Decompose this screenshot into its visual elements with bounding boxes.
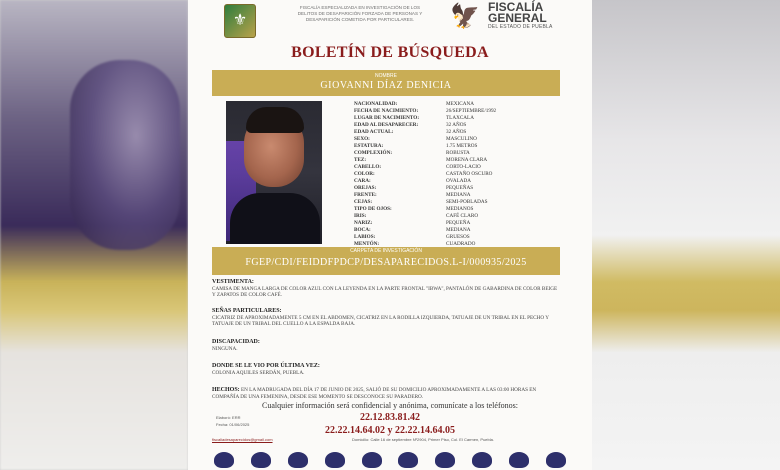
detail-value: CASTAÑO OSCURO	[446, 171, 493, 177]
last-seen-text: COLONIA AQUILES SERDÁN, PUEBLA.	[212, 369, 305, 376]
detail-value: MEDIANA	[446, 227, 471, 233]
detail-row	[354, 171, 564, 178]
detail-value: TLAXCALA	[446, 115, 474, 121]
detail-label: LABIOS:	[354, 234, 376, 240]
detail-row	[354, 115, 564, 122]
background-blur-left	[0, 0, 188, 470]
detail-label: CEJAS:	[354, 199, 373, 205]
facts-heading: HECHOS:	[212, 387, 240, 393]
detail-label: SEXO:	[354, 136, 370, 142]
detail-row	[354, 101, 564, 108]
detail-row	[354, 143, 564, 150]
detail-value: GRUESOS	[446, 234, 470, 240]
photo-shirt	[230, 193, 320, 244]
detail-label: TEZ:	[354, 157, 367, 163]
pattern-tile	[288, 452, 308, 468]
detail-row	[354, 164, 564, 171]
detail-label: OREJAS:	[354, 185, 377, 191]
detail-value: PEQUEÑA	[446, 220, 471, 226]
detail-value: 1.75 METROS	[446, 143, 478, 149]
detail-value: SEMI-POBLADAS	[446, 199, 488, 205]
detail-row	[354, 157, 564, 164]
detail-value: CORTO-LACIO	[446, 164, 481, 170]
pattern-tile	[546, 452, 566, 468]
detail-value: CUADRADO	[446, 241, 476, 247]
clothing-section	[212, 279, 560, 299]
detail-row	[354, 122, 564, 129]
detail-row	[354, 185, 564, 192]
detail-row	[354, 227, 564, 234]
detail-label: IRIS:	[354, 213, 367, 219]
footer-talavera-pattern	[188, 450, 592, 470]
person-photo	[226, 101, 322, 244]
name-bar	[212, 70, 560, 96]
detail-row	[354, 136, 564, 143]
search-bulletin-poster	[188, 0, 592, 470]
pattern-tile	[362, 452, 382, 468]
disability-heading: DISCAPACIDAD:	[212, 339, 260, 345]
last-seen-heading: DONDE SE LE VIO POR ÚLTIMA VEZ:	[212, 363, 320, 369]
facts-text: EN LA MADRUGADA DEL DÍA 17 DE JUNIO DE 2025, SALIÓ DE SU DOMICILIO APROXIMADAMENTE A LAS 03:00 HORAS EN COMPAÑÍA DE UNA FEMENINA, DESDE ESE MOMENTO SE DESCONOCE SU PARADERO.	[212, 387, 537, 400]
date-value: 01/06/2025	[229, 422, 250, 427]
date-label: Fecha:	[216, 422, 229, 427]
person-name: GIOVANNI DÍAZ DENICIA	[320, 80, 452, 91]
marks-section	[212, 308, 560, 328]
bulletin-title: BOLETÍN DE BÚSQUEDA	[291, 44, 489, 61]
pattern-tile	[398, 452, 418, 468]
photo-hair	[246, 107, 304, 133]
detail-row	[354, 150, 564, 157]
detail-value: OVALADA	[446, 178, 471, 184]
detail-label: COLOR:	[354, 171, 375, 177]
detail-label: EDAD ACTUAL:	[354, 129, 394, 135]
detail-value: MASCULINO	[446, 136, 477, 142]
detail-row	[354, 220, 564, 227]
detail-label: BOCA:	[354, 227, 371, 233]
prepared-by-value: ERR	[232, 415, 241, 420]
detail-label: COMPLEXIÓN:	[354, 150, 393, 156]
contact-email-link[interactable]: fiscaliadesaparecidos@gmail.com	[212, 437, 273, 442]
detail-row	[354, 192, 564, 199]
detail-label: CABELLO:	[354, 164, 382, 170]
disability-section	[212, 339, 560, 352]
last-seen-section	[212, 363, 560, 376]
background-blurred-photo	[70, 60, 180, 250]
pattern-tile	[509, 452, 529, 468]
detail-row	[354, 129, 564, 136]
detail-row	[354, 213, 564, 220]
detail-value: 32 AÑOS	[446, 129, 467, 135]
office-address: Domicilio: Calle 16 de septiembre Nº2904, Primer Piso, Col. El Carmen, Puebla.	[352, 437, 494, 442]
detail-label: LUGAR DE NACIMIENTO:	[354, 115, 420, 121]
name-caption: NOMBRE	[375, 73, 397, 79]
detail-label: FRENTE:	[354, 192, 377, 198]
detail-value: 26/SEPTIEMBRE/1992	[446, 108, 497, 114]
facts-section	[212, 387, 560, 400]
detail-value: PEQUEÑAS	[446, 185, 474, 191]
phone-number-1[interactable]: 22.12.83.81.42	[360, 412, 420, 423]
detail-value: ROBUSTA	[446, 150, 470, 156]
detail-row	[354, 234, 564, 241]
clothing-heading: VESTIMENTA:	[212, 279, 254, 285]
pattern-tile	[214, 452, 234, 468]
detail-label: CARA:	[354, 178, 371, 184]
phone-number-2[interactable]: 22.22.14.64.02 y 22.22.14.64.05	[325, 425, 455, 436]
detail-label: TIPO DE OJOS:	[354, 206, 392, 212]
marks-heading: SEÑAS PARTICULARES:	[212, 308, 282, 314]
detail-row	[354, 108, 564, 115]
pattern-tile	[472, 452, 492, 468]
pattern-tile	[325, 452, 345, 468]
detail-row	[354, 199, 564, 206]
folder-number: FGEP/CDI/FEIDDFPDCP/DESAPARECIDOS.L-I/000935/2025	[245, 257, 527, 268]
investigation-folder-bar	[212, 247, 560, 275]
detail-value: MEDIANA	[446, 192, 471, 198]
background-blur-right	[592, 0, 780, 470]
detail-label: NACIONALIDAD:	[354, 101, 398, 107]
detail-value: MORENA CLARA	[446, 157, 488, 163]
detail-row	[354, 206, 564, 213]
seal-icon: ⚜	[232, 12, 248, 29]
agency-subtitle: DEL ESTADO DE PUEBLA	[488, 24, 553, 30]
detail-label: ESTATURA:	[354, 143, 384, 149]
detail-value: MEXICANA	[446, 101, 474, 107]
detail-row	[354, 178, 564, 185]
clothing-text: CAMISA DE MANGA LARGA DE COLOR AZUL CON LA LEYENDA EN LA PARTE FRONTAL "IBWA", PANTALÓN DE GABARDINA DE COLOR BEIGE Y ZAPATOS DE COLOR CAFÉ.	[212, 285, 558, 299]
detail-label: NARIZ:	[354, 220, 373, 226]
detail-value: CAFÉ CLARO	[446, 213, 479, 219]
disability-text: NINGUNA.	[212, 345, 238, 352]
detail-label: FECHA DE NACIMIENTO:	[354, 108, 419, 114]
detail-value: MEDIANOS	[446, 206, 474, 212]
detail-label: EDAD AL DESAPARECER:	[354, 122, 419, 128]
detail-label: MENTÓN:	[354, 241, 380, 247]
agency-line-1: FISCALÍA	[488, 0, 544, 14]
agency-logo-text	[488, 2, 548, 24]
pattern-tile	[251, 452, 271, 468]
prepared-by-label: Elaboró:	[216, 415, 231, 420]
poster-header	[188, 0, 592, 44]
physical-details-list	[354, 101, 564, 248]
pattern-tile	[435, 452, 455, 468]
folder-caption: CARPETA DE INVESTIGACIÓN	[350, 248, 422, 254]
eagle-logo-icon: 🦅	[450, 4, 480, 30]
prepared-info	[216, 414, 249, 428]
state-seal-logo	[224, 4, 256, 38]
agency-line-2: GENERAL	[488, 11, 547, 25]
marks-text: CICATRIZ DE APROXIMADAMENTE 5 CM EN EL ABDOMEN, CICATRIZ EN LA RODILLA IZQUIERDA, TATUAJE DE UN TRIBAL EN EL PECHO Y TATUAJE DE UN TRIBAL DEL CUELLO A LA ESPALDA BAJA.	[212, 314, 549, 328]
header-agency-note: FISCALÍA ESPECIALIZADA EN INVESTIGACIÓN DE LOS DELITOS DE DESAPARICIÓN FORZADA DE PERSONAS Y DESAPARICIÓN COMETIDA POR PARTICULARES.	[297, 5, 423, 22]
confidential-notice: Cualquier información será confidencial y anónima, comunícate a los teléfonos:	[262, 401, 518, 410]
detail-value: 32 AÑOS	[446, 122, 467, 128]
